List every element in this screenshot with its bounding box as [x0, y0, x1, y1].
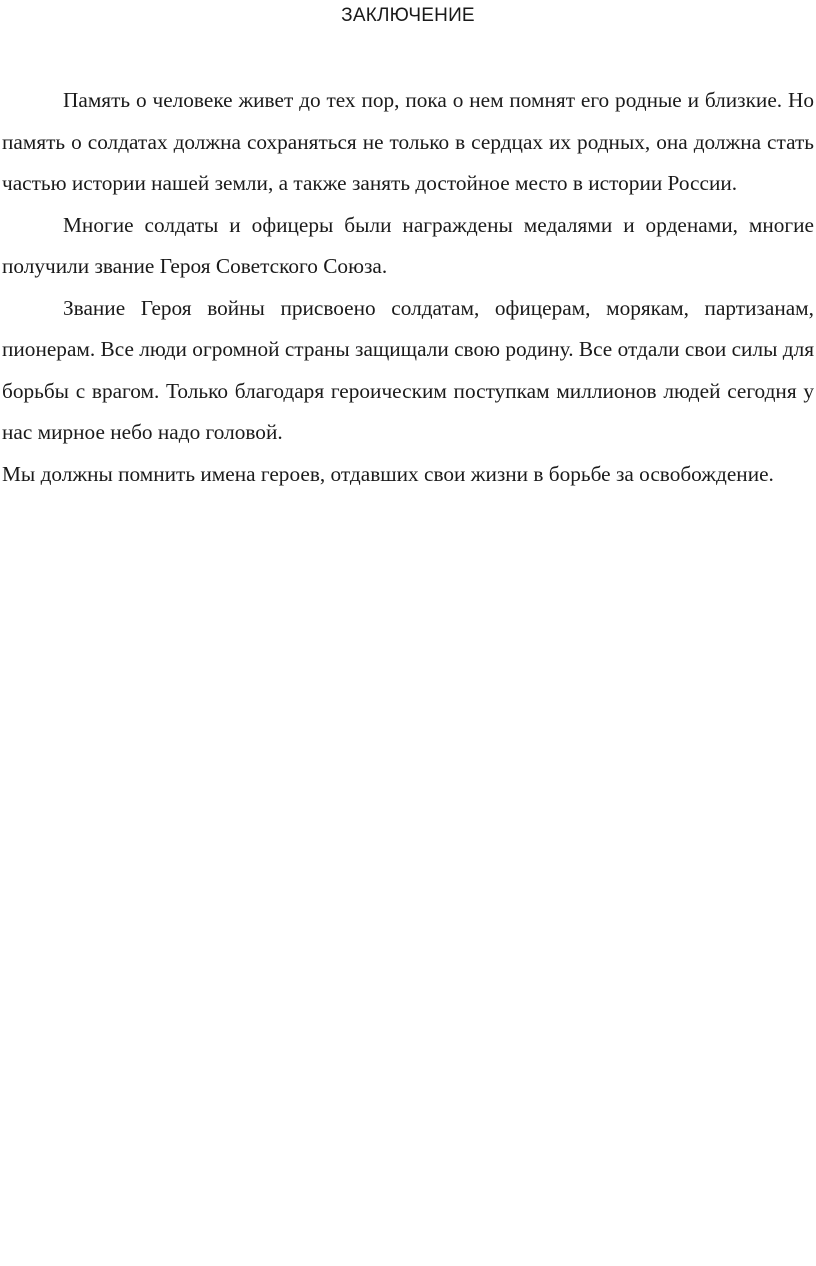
page-title: ЗАКЛЮЧЕНИЕ: [341, 5, 475, 26]
paragraph-awards: Многие солдаты и офицеры были награждены медалями и орденами, многие получили звание Героя Советского Союза.: [2, 212, 814, 278]
document-body: [2, 80, 814, 495]
paragraph-remember: Мы должны помнить имена героев, отдавших свои жизни в борьбе за освобождение.: [2, 461, 774, 486]
paragraph-memory: Память о человеке живет до тех пор, пока о нем помнят его родные и близкие. Но память о солдатах должна сохраняться не только в сердцах их родных, она должна стать частью истории нашей земли, а также занять достойное место в истории России.: [2, 88, 814, 195]
paragraph-heroes: Звание Героя войны присвоено солдатам, офицерам, морякам, партизанам, пионерам. Все люди огромной страны защищали свою родину. Все отдали свои силы для борьбы с врагом. Только благодаря героическим поступкам миллионов людей сегодня у нас мирное небо надо головой.: [2, 295, 814, 444]
